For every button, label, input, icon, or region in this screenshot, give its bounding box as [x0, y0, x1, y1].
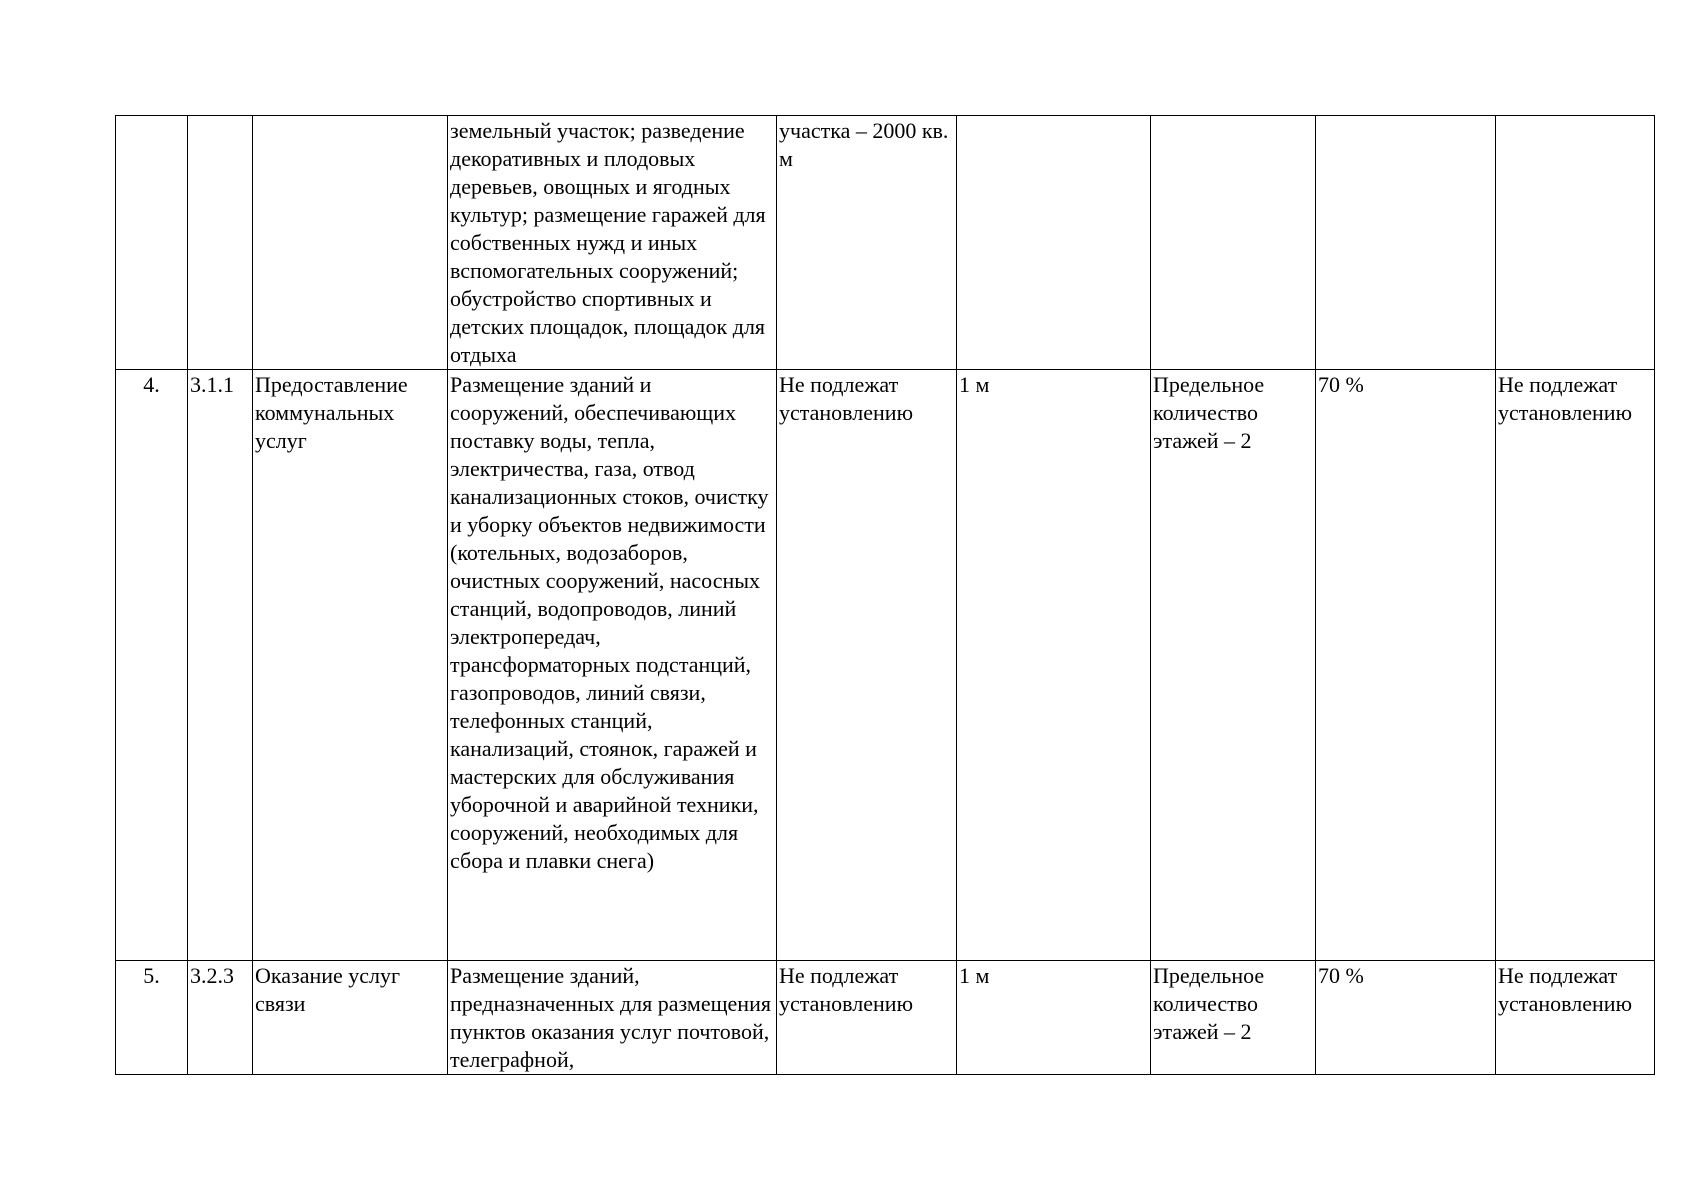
- plot-size-cell: Не подлежат установлению: [777, 370, 957, 961]
- coverage-cell: [1316, 116, 1496, 370]
- plot-size-cell: Не подлежат установлению: [777, 961, 957, 1075]
- setback-cell: 1 м: [957, 961, 1151, 1075]
- use-name-cell: Оказание услуг связи: [253, 961, 448, 1075]
- use-name-cell: [253, 116, 448, 370]
- regulations-table: [115, 115, 1655, 1075]
- floors-cell: [1151, 116, 1316, 370]
- code-cell: [188, 116, 253, 370]
- table-row: [116, 116, 1655, 370]
- row-number-cell: 5.: [116, 961, 188, 1075]
- use-name-cell: Предоставление коммунальных услуг: [253, 370, 448, 961]
- setback-cell: 1 м: [957, 370, 1151, 961]
- plot-size-cell: участка – 2000 кв. м: [777, 116, 957, 370]
- table-row: [116, 961, 1655, 1075]
- setback-cell: [957, 116, 1151, 370]
- row-number-cell: 4.: [116, 370, 188, 961]
- row-number-cell: [116, 116, 188, 370]
- coverage-cell: 70 %: [1316, 370, 1496, 961]
- description-cell: Размещение зданий, предназначенных для размещения пунктов оказания услуг почтовой, телеграфной,: [448, 961, 777, 1075]
- other-limits-cell: [1496, 116, 1655, 370]
- code-cell: 3.1.1: [188, 370, 253, 961]
- code-cell: 3.2.3: [188, 961, 253, 1075]
- table-row: [116, 370, 1655, 961]
- coverage-cell: 70 %: [1316, 961, 1496, 1075]
- floors-cell: Предельное количество этажей – 2: [1151, 961, 1316, 1075]
- description-cell: земельный участок; разведение декоративных и плодовых деревьев, овощных и ягодных культур; размещение гаражей для собственных нужд и иных вспомогательных сооружений; обустройство спортивных и детских площадок, площадок для отдыха: [448, 116, 777, 370]
- description-cell: Размещение зданий и сооружений, обеспечивающих поставку воды, тепла, электричества, газа, отвод канализационных стоков, очистку и уборку объектов недвижимости (котельных, водозаборов, очистных сооружений, насосных станций, водопроводов, линий электропередач, трансформаторных подстанций, газопроводов, линий связи, телефонных станций, канализаций, стоянок, гаражей и мастерских для обслуживания уборочной и аварийной техники, сооружений, необходимых для сбора и плавки снега): [448, 370, 777, 961]
- floors-cell: Предельное количество этажей – 2: [1151, 370, 1316, 961]
- other-limits-cell: Не подлежат установлению: [1496, 961, 1655, 1075]
- other-limits-cell: Не подлежат установлению: [1496, 370, 1655, 961]
